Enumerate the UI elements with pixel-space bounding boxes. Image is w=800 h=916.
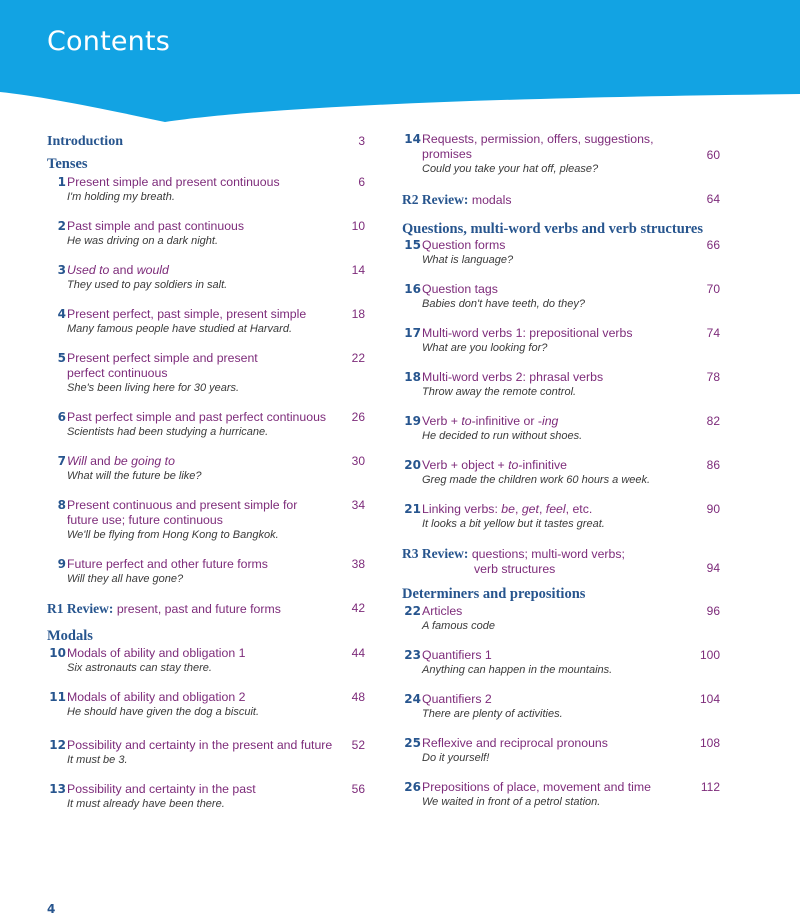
section-heading-questions: Questions, multi-word verbs and verb structures — [402, 221, 704, 237]
review-title — [402, 546, 680, 562]
unit-example: A famous code — [422, 620, 495, 632]
page-ref: 66 — [706, 238, 720, 252]
unit-number: 26 — [404, 780, 421, 794]
unit-title: Multi-word verbs 1: prepositional verbs — [422, 326, 633, 340]
unit-number: 11 — [49, 690, 66, 704]
unit-number: 20 — [404, 458, 421, 472]
unit-example: We'll be flying from Hong Kong to Bangkok. — [67, 529, 279, 541]
unit-title — [422, 458, 680, 473]
page-ref: 6 — [358, 175, 365, 189]
title-part: Verb + object + — [422, 458, 509, 472]
unit-number: 22 — [404, 604, 421, 618]
page-ref: 64 — [706, 192, 720, 206]
review-label: Review: — [421, 546, 469, 561]
page-ref: 96 — [706, 604, 720, 618]
page-ref: 10 — [351, 219, 365, 233]
unit-title: Quantifiers 2 — [422, 692, 492, 706]
unit-example: He decided to run without shoes. — [422, 430, 583, 442]
unit-title: Prepositions of place, movement and time — [422, 780, 651, 794]
unit-title: Future perfect and other future forms — [67, 557, 268, 571]
title-part: Verb + — [422, 414, 462, 428]
unit-number: 14 — [404, 132, 421, 146]
page-ref: 112 — [700, 780, 720, 794]
review-topics: present, past and future forms — [116, 602, 281, 616]
unit-title-line-2: future use; future continuous — [67, 513, 223, 527]
page-ref: 42 — [351, 601, 365, 615]
unit-example: What is language? — [422, 254, 514, 266]
toc-entry-unit-24[interactable] — [402, 692, 720, 736]
unit-example: What are you looking for? — [422, 342, 548, 354]
toc-entry-unit-23[interactable] — [402, 648, 720, 692]
page-ref: 60 — [706, 148, 720, 162]
title-part: feel — [545, 502, 566, 516]
title-part: , — [538, 502, 546, 516]
unit-title: Requests, permission, offers, suggestions, — [422, 132, 654, 146]
review-code: R1 — [47, 601, 64, 616]
section-heading-determiners: Determiners and prepositions — [402, 586, 586, 602]
review-title — [47, 601, 325, 617]
unit-number: 4 — [57, 307, 66, 321]
title-part: , etc. — [565, 502, 593, 516]
toc-entry-introduction[interactable] — [47, 132, 365, 155]
toc-entry-unit-1[interactable] — [47, 175, 365, 219]
page-ref: 3 — [358, 134, 365, 148]
title-part: Linking verbs: — [422, 502, 502, 516]
unit-number: 15 — [404, 238, 421, 252]
title-part: -infinitive — [518, 458, 567, 472]
unit-number: 6 — [57, 410, 66, 424]
unit-example: Babies don't have teeth, do they? — [422, 298, 585, 310]
toc-entry-unit-6[interactable] — [47, 410, 365, 454]
page-ref: 94 — [706, 561, 720, 575]
toc-entry-unit-8[interactable] — [47, 498, 365, 557]
title-part: be going to — [114, 454, 175, 468]
title-part: to — [508, 458, 519, 472]
unit-title: Past perfect simple and past perfect continuous — [67, 410, 327, 424]
unit-example: Do it yourself! — [422, 752, 490, 764]
unit-title: Question forms — [422, 238, 506, 252]
review-title — [402, 192, 680, 208]
page-ref: 52 — [351, 738, 365, 752]
unit-example: Many famous people have studied at Harvard. — [67, 323, 293, 335]
unit-example: Six astronauts can stay there. — [67, 662, 212, 674]
unit-number: 8 — [57, 498, 66, 512]
page-number: 4 — [47, 902, 56, 916]
toc-entry-unit-25[interactable] — [402, 736, 720, 780]
toc-entry-unit-5[interactable] — [47, 351, 365, 410]
title-part: and — [86, 454, 115, 468]
page-ref: 70 — [706, 282, 720, 296]
review-topics-line-2: verb structures — [474, 562, 556, 576]
header-banner — [0, 0, 800, 125]
toc-entry-unit-16[interactable] — [402, 282, 720, 326]
unit-title: Articles — [422, 604, 463, 618]
unit-example: Greg made the children work 60 hours a week. — [422, 474, 651, 486]
unit-example: Anything can happen in the mountains. — [422, 664, 613, 676]
review-topics: modals — [471, 193, 512, 207]
title-part: get — [521, 502, 539, 516]
unit-title: Possibility and certainty in the present and future — [67, 738, 333, 752]
page-ref: 22 — [351, 351, 365, 365]
unit-number: 25 — [404, 736, 421, 750]
page-ref: 18 — [351, 307, 365, 321]
toc-entry-unit-18[interactable] — [402, 370, 720, 414]
unit-title-line-2: perfect continuous — [67, 366, 168, 380]
page-ref: 104 — [699, 692, 720, 706]
page-ref: 56 — [351, 782, 365, 796]
section-heading-modals: Modals — [47, 628, 93, 644]
toc-entry-unit-12[interactable] — [47, 738, 365, 782]
toc-entry-unit-2[interactable] — [47, 219, 365, 263]
unit-title-line-2: promises — [422, 147, 472, 161]
unit-title: Present perfect simple and present — [67, 351, 258, 365]
unit-example: It must be 3. — [67, 754, 128, 766]
toc-entry-unit-4[interactable] — [47, 307, 365, 351]
unit-example: They used to pay soldiers in salt. — [67, 279, 228, 291]
title-part: Will — [67, 454, 87, 468]
page-ref: 34 — [351, 498, 365, 512]
page-ref: 38 — [351, 557, 365, 571]
review-code: R2 — [402, 192, 419, 207]
unit-number: 10 — [49, 646, 66, 660]
unit-title — [67, 454, 325, 469]
toc-entry-unit-13[interactable] — [47, 782, 365, 826]
unit-title — [67, 263, 325, 278]
unit-title: Modals of ability and obligation 2 — [67, 690, 246, 704]
toc-entry-unit-15[interactable] — [402, 238, 720, 282]
unit-title: Reflexive and reciprocal pronouns — [422, 736, 608, 750]
page-ref: 48 — [351, 690, 365, 704]
unit-example: We waited in front of a petrol station. — [422, 796, 601, 808]
unit-title: Multi-word verbs 2: phrasal verbs — [422, 370, 604, 384]
title-part: ing — [541, 414, 559, 428]
unit-number: 2 — [57, 219, 66, 233]
unit-title: Modals of ability and obligation 1 — [67, 646, 246, 660]
toc-entry-review-2[interactable] — [402, 192, 720, 220]
page-ref: 90 — [706, 502, 720, 516]
toc-entry-unit-19[interactable] — [402, 414, 720, 458]
intro-title: Introduction — [47, 134, 123, 149]
toc-entry-unit-3[interactable] — [47, 263, 365, 307]
unit-example: I'm holding my breath. — [67, 191, 175, 203]
unit-example: She's been living here for 30 years. — [67, 382, 240, 394]
page-ref: 78 — [706, 370, 720, 384]
review-label: Review: — [66, 601, 114, 616]
unit-number: 24 — [404, 692, 421, 706]
unit-number: 3 — [57, 263, 66, 277]
contents-left-column — [47, 132, 365, 826]
page-ref: 108 — [699, 736, 720, 750]
unit-example: There are plenty of activities. — [422, 708, 563, 720]
unit-example: What will the future be like? — [67, 470, 202, 482]
unit-number: 19 — [404, 414, 421, 428]
unit-number: 13 — [49, 782, 66, 796]
unit-example: Will they all have gone? — [67, 573, 184, 585]
unit-number: 12 — [49, 738, 66, 752]
toc-entry-review-1[interactable] — [47, 601, 365, 627]
page-ref: 100 — [699, 648, 720, 662]
unit-example: He should have given the dog a biscuit. — [67, 706, 260, 718]
title-part: -infinitive or - — [471, 414, 542, 428]
title-part: and — [109, 263, 137, 277]
toc-entry-unit-20[interactable] — [402, 458, 720, 502]
toc-entry-unit-22[interactable] — [402, 604, 720, 648]
page-ref: 30 — [351, 454, 365, 468]
unit-number: 17 — [404, 326, 421, 340]
unit-number: 16 — [404, 282, 421, 296]
unit-title: Quantifiers 1 — [422, 648, 492, 662]
unit-title: Present continuous and present simple for — [67, 498, 298, 512]
unit-title — [422, 414, 680, 429]
unit-example: Could you take your hat off, please? — [422, 163, 599, 175]
review-label: Review: — [421, 192, 469, 207]
unit-title: Possibility and certainty in the past — [67, 782, 256, 796]
page-ref: 26 — [351, 410, 365, 424]
page-ref: 14 — [351, 263, 365, 277]
toc-entry-unit-7[interactable] — [47, 454, 365, 498]
toc-entry-unit-17[interactable] — [402, 326, 720, 370]
toc-entry-unit-21[interactable] — [402, 502, 720, 546]
title-part: would — [136, 263, 169, 277]
review-code: R3 — [402, 546, 419, 561]
unit-number: 1 — [57, 175, 66, 189]
review-topics: questions; multi-word verbs; — [471, 547, 625, 561]
page-ref: 74 — [706, 326, 720, 340]
title-part: Used to — [67, 263, 110, 277]
unit-number: 5 — [57, 351, 66, 365]
unit-title: Past simple and past continuous — [67, 219, 245, 233]
unit-number: 7 — [57, 454, 66, 468]
page-ref: 82 — [706, 414, 720, 428]
unit-title: Present simple and present continuous — [67, 175, 280, 189]
unit-example: Scientists had been studying a hurricane. — [67, 426, 269, 438]
toc-entry-unit-10[interactable] — [47, 646, 365, 690]
toc-entry-unit-14[interactable] — [402, 132, 720, 192]
unit-title — [422, 502, 680, 517]
unit-number: 18 — [404, 370, 421, 384]
page-title: Contents — [47, 26, 171, 57]
toc-entry-unit-9[interactable] — [47, 557, 365, 601]
unit-example: Throw away the remote control. — [422, 386, 577, 398]
unit-title: Question tags — [422, 282, 498, 296]
contents-right-column — [402, 132, 720, 824]
toc-entry-review-3[interactable] — [402, 546, 720, 585]
title-part: to — [461, 414, 472, 428]
section-heading-tenses: Tenses — [47, 156, 88, 172]
page-ref: 86 — [706, 458, 720, 472]
title-part: , — [514, 502, 522, 516]
unit-number: 9 — [57, 557, 66, 571]
unit-example: It must already have been there. — [67, 798, 225, 810]
banner-shape — [0, 0, 800, 125]
unit-number: 21 — [404, 502, 421, 516]
unit-number: 23 — [404, 648, 421, 662]
page-ref: 44 — [351, 646, 365, 660]
unit-title: Present perfect, past simple, present simple — [67, 307, 307, 321]
toc-entry-unit-11[interactable] — [47, 690, 365, 738]
unit-example: He was driving on a dark night. — [67, 235, 219, 247]
toc-entry-unit-26[interactable] — [402, 780, 720, 824]
unit-example: It looks a bit yellow but it tastes great. — [422, 518, 605, 530]
title-part: be — [501, 502, 515, 516]
